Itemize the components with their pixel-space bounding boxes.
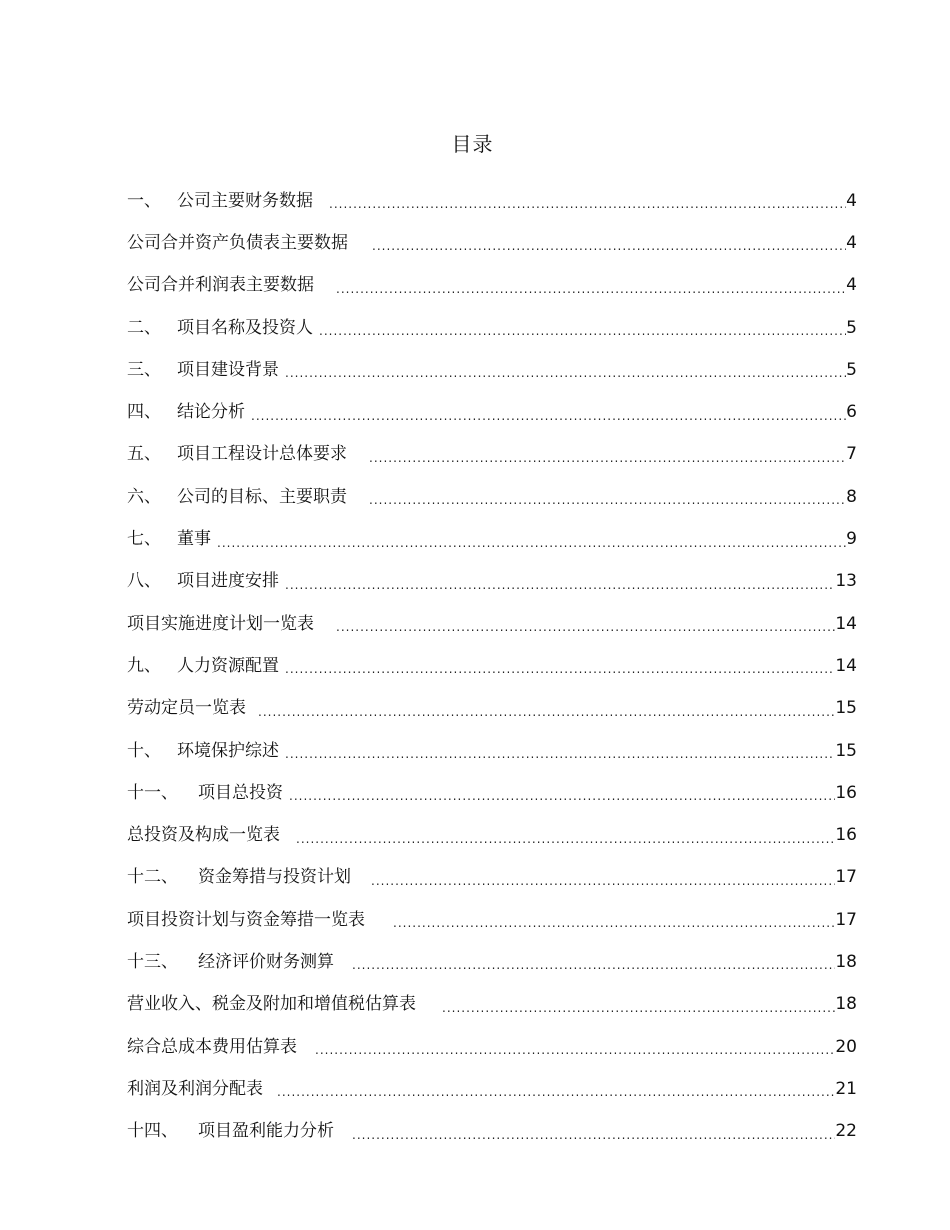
toc-entry[interactable] — [127, 349, 857, 391]
toc-entry[interactable] — [127, 941, 857, 983]
toc-entry-title: 结论分析 — [177, 402, 245, 423]
toc-entry[interactable] — [127, 307, 857, 349]
toc-leader-dots — [285, 579, 835, 591]
toc-leader-dots — [336, 283, 846, 295]
toc-entry[interactable] — [127, 645, 857, 687]
toc-leader-dots — [251, 410, 846, 422]
toc-entry[interactable] — [127, 1068, 857, 1110]
toc-entry-page: 15 — [835, 698, 857, 719]
toc-entry-title: 项目实施进度计划一览表 — [127, 613, 314, 634]
toc-entry-number: 五、 — [127, 444, 161, 465]
toc-entry-number: 四、 — [127, 402, 161, 423]
toc-leader-dots — [217, 537, 846, 549]
toc-entry-page: 14 — [835, 655, 857, 676]
toc-entry-title: 董事 — [177, 529, 211, 550]
toc-leader-dots — [285, 748, 835, 760]
toc-leader-dots — [285, 367, 846, 379]
toc-entry-title: 公司合并利润表主要数据 — [127, 275, 314, 296]
toc-leader-dots — [352, 1129, 835, 1141]
toc-leader-dots — [289, 790, 835, 802]
toc-entry[interactable] — [127, 476, 857, 518]
toc-entry-page: 8 — [846, 486, 857, 507]
toc-leader-dots — [315, 1044, 835, 1056]
toc-entry-page: 18 — [835, 994, 857, 1015]
toc-entry-page: 16 — [835, 825, 857, 846]
toc-entry[interactable] — [127, 1026, 857, 1068]
toc-entry-page: 20 — [835, 1036, 857, 1057]
toc-entry[interactable] — [127, 222, 857, 264]
toc-entry-number: 六、 — [127, 486, 161, 507]
toc-title: 目录 — [451, 132, 494, 156]
toc-entry-page: 6 — [846, 402, 857, 423]
toc-leader-dots — [336, 621, 835, 633]
toc-leader-dots — [371, 875, 835, 887]
toc-entry[interactable] — [127, 561, 857, 603]
toc-entry[interactable] — [127, 391, 857, 433]
toc-entry-title: 项目工程设计总体要求 — [177, 444, 347, 465]
toc-entry-page: 17 — [835, 909, 857, 930]
toc-entry-title: 资金筹措与投资计划 — [198, 867, 351, 888]
toc-entry[interactable] — [127, 730, 857, 772]
toc-leader-dots — [285, 663, 835, 675]
toc-entry-page: 14 — [835, 613, 857, 634]
toc-entry-page: 17 — [835, 867, 857, 888]
toc-leader-dots — [277, 1086, 835, 1098]
toc-list — [127, 180, 857, 1153]
toc-entry-title: 劳动定员一览表 — [127, 698, 246, 719]
toc-entry-title: 项目名称及投资人 — [177, 317, 313, 338]
toc-entry-number: 三、 — [127, 359, 161, 380]
toc-entry[interactable] — [127, 814, 857, 856]
toc-entry-page: 4 — [846, 275, 857, 296]
toc-entry-title: 人力资源配置 — [177, 655, 279, 676]
toc-entry-number: 一、 — [127, 190, 161, 211]
toc-leader-dots — [369, 452, 846, 464]
toc-entry-title: 总投资及构成一览表 — [127, 825, 280, 846]
toc-entry-title: 综合总成本费用估算表 — [127, 1036, 297, 1057]
toc-entry-title: 经济评价财务测算 — [198, 951, 334, 972]
toc-entry-title: 公司的目标、主要职责 — [177, 486, 347, 507]
toc-leader-dots — [372, 240, 846, 252]
toc-entry-title: 项目投资计划与资金筹措一览表 — [127, 909, 365, 930]
toc-entry-page: 13 — [835, 571, 857, 592]
toc-leader-dots — [319, 325, 846, 337]
toc-entry-number: 十一、 — [127, 782, 178, 803]
toc-entry[interactable] — [127, 1111, 857, 1153]
toc-entry[interactable] — [127, 772, 857, 814]
toc-entry-title: 项目总投资 — [198, 782, 283, 803]
toc-entry-title: 项目建设背景 — [177, 359, 279, 380]
toc-entry-page: 7 — [846, 444, 857, 465]
toc-entry-number: 十四、 — [127, 1121, 178, 1142]
toc-entry-page: 5 — [846, 359, 857, 380]
toc-entry-title: 公司合并资产负债表主要数据 — [127, 232, 348, 253]
toc-entry-number: 十、 — [127, 740, 161, 761]
toc-leader-dots — [329, 198, 846, 210]
toc-entry-page: 15 — [835, 740, 857, 761]
toc-leader-dots — [393, 917, 835, 929]
toc-entry-number: 十三、 — [127, 951, 178, 972]
toc-entry-page: 4 — [846, 232, 857, 253]
toc-entry[interactable] — [127, 899, 857, 941]
toc-entry-number: 九、 — [127, 655, 161, 676]
toc-entry[interactable] — [127, 603, 857, 645]
toc-entry-title: 项目进度安排 — [177, 571, 279, 592]
toc-entry-page: 22 — [835, 1121, 857, 1142]
toc-entry[interactable] — [127, 180, 857, 222]
toc-entry-title: 利润及利润分配表 — [127, 1078, 263, 1099]
toc-leader-dots — [442, 1002, 835, 1014]
toc-entry-title: 环境保护综述 — [177, 740, 279, 761]
toc-entry-page: 5 — [846, 317, 857, 338]
toc-entry-title: 项目盈利能力分析 — [198, 1121, 334, 1142]
toc-entry-number: 八、 — [127, 571, 161, 592]
toc-entry[interactable] — [127, 688, 857, 730]
toc-entry-page: 9 — [846, 529, 857, 550]
toc-entry-page: 21 — [835, 1078, 857, 1099]
toc-entry-page: 16 — [835, 782, 857, 803]
toc-entry-title: 公司主要财务数据 — [177, 190, 313, 211]
toc-entry[interactable] — [127, 857, 857, 899]
toc-entry[interactable] — [127, 265, 857, 307]
toc-entry[interactable] — [127, 434, 857, 476]
toc-entry-number: 十二、 — [127, 867, 178, 888]
toc-entry-title: 营业收入、税金及附加和增值税估算表 — [127, 994, 416, 1015]
toc-leader-dots — [369, 494, 846, 506]
toc-entry[interactable] — [127, 984, 857, 1026]
toc-entry-page: 18 — [835, 951, 857, 972]
toc-entry-number: 七、 — [127, 529, 161, 550]
toc-leader-dots — [258, 706, 835, 718]
toc-leader-dots — [296, 833, 835, 845]
toc-entry-number: 二、 — [127, 317, 161, 338]
toc-entry-page: 4 — [846, 190, 857, 211]
toc-entry[interactable] — [127, 518, 857, 560]
toc-leader-dots — [352, 959, 835, 971]
